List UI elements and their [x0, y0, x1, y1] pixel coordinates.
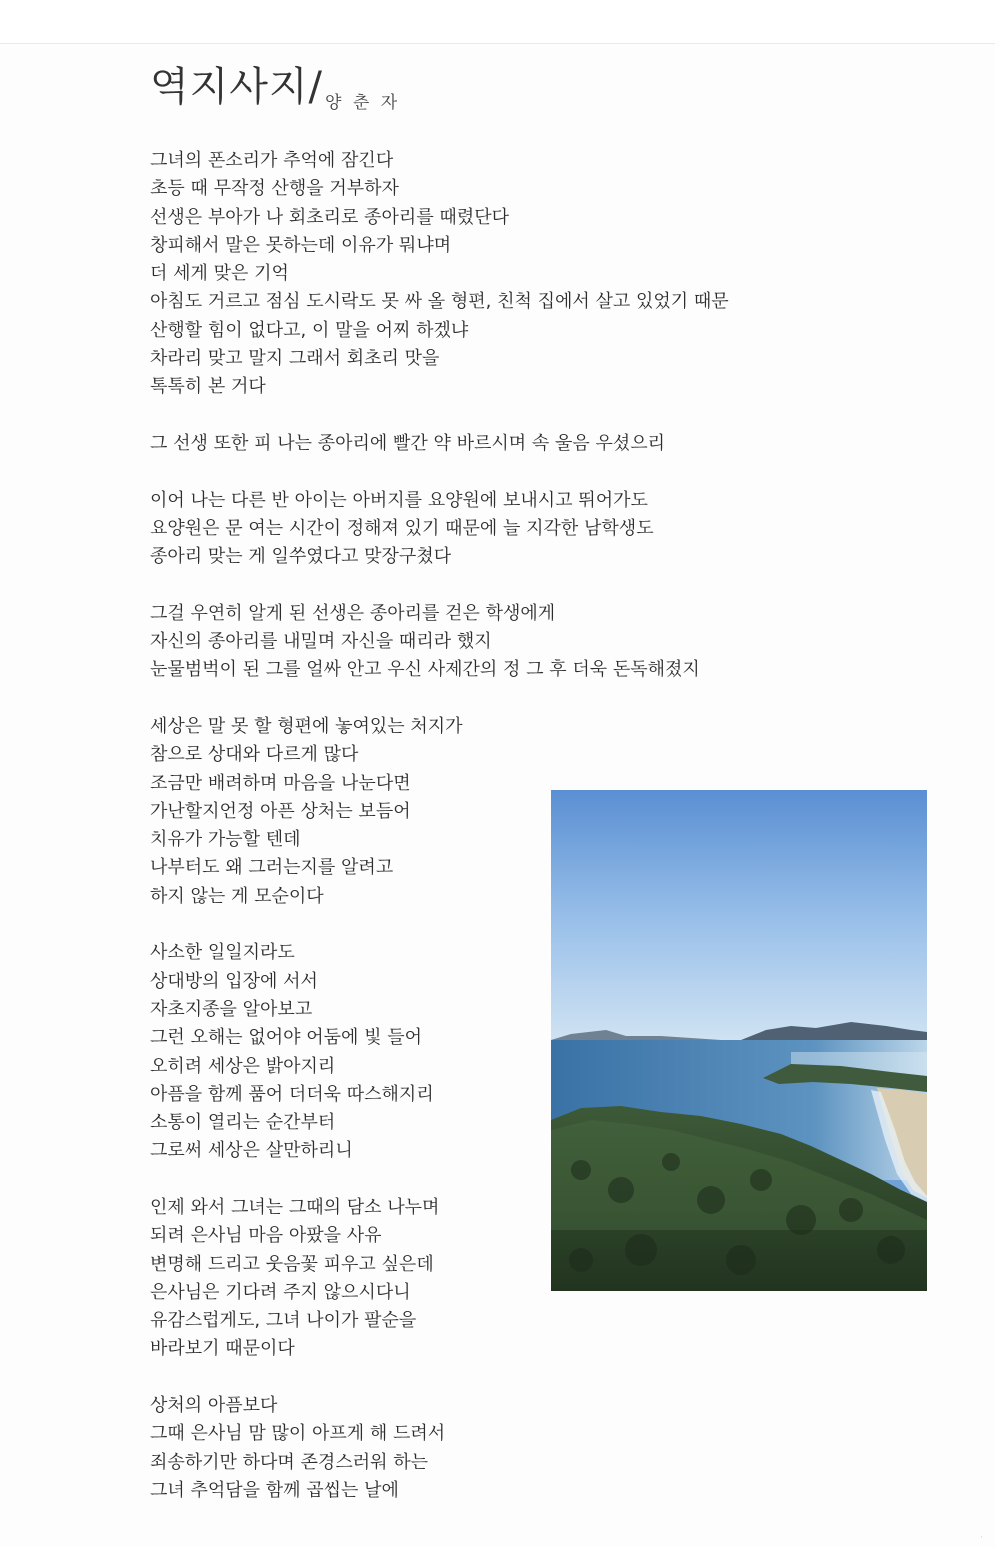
poem-line: 조금만 배려하며 마음을 나눈다면	[150, 772, 411, 794]
poem-line: 오히려 세상은 밝아지리	[150, 1055, 336, 1077]
poem-line: 아픔을 함께 품어 더더욱 따스해지리	[150, 1083, 434, 1105]
poem-line: 그녀 추억담을 함께 곱씹는 날에	[150, 1479, 399, 1501]
poem-line: 변명해 드리고 웃음꽃 피우고 싶은데	[150, 1253, 434, 1275]
poem-stanza	[150, 600, 790, 685]
poem-line: 선생은 부아가 나 회초리로 종아리를 때렸단다	[150, 206, 509, 228]
poem-line: 이어 나는 다른 반 아이는 아버지를 요양원에 보내시고 뛰어가도	[150, 489, 648, 511]
poem-line: 아침도 거르고 점심 도시락도 못 싸 올 형편, 친척 집에서 살고 있었기 때문	[150, 291, 729, 313]
poem-line: 요양원은 문 여는 시간이 정해져 있기 때문에 늘 지각한 남학생도	[150, 517, 654, 539]
poem-line: 소통이 열리는 순간부터	[150, 1112, 336, 1134]
poem-title	[150, 62, 400, 112]
title-text: 역지사지/	[150, 64, 324, 110]
poem-line: 창피해서 말은 못하는데 이유가 뭐냐며	[150, 234, 452, 256]
poem-line: 그로써 세상은 살만하리니	[150, 1140, 353, 1162]
poem-line: 가난할지언정 아픈 상처는 보듬어	[150, 800, 411, 822]
poem-line: 자초지종을 알아보고	[150, 998, 313, 1020]
poem-line: 은사님은 기다려 주지 않으시다니	[150, 1281, 411, 1303]
poem-stanza	[150, 1392, 790, 1505]
corner-mark: ·	[980, 1533, 983, 1543]
poem-line: 더 세게 맞은 기억	[150, 263, 289, 285]
poem-stanza	[150, 430, 790, 458]
poem-line: 눈물범벅이 된 그를 얼싸 안고 우신 사제간의 정 그 후 더욱 돈독해졌지	[150, 659, 700, 681]
top-bar	[0, 0, 995, 44]
poem-line: 바라보기 때문이다	[150, 1338, 295, 1360]
poem-line: 참으로 상대와 다르게 많다	[150, 744, 359, 766]
poem-stanza	[150, 147, 790, 402]
poem-line: 나부터도 왜 그러는지를 알려고	[150, 857, 394, 879]
poem-line: 인제 와서 그녀는 그때의 담소 나누며	[150, 1196, 440, 1218]
poem-line: 종아리 맞는 게 일쑤였다고 맞장구쳤다	[150, 546, 452, 568]
seascape-photo	[551, 790, 927, 1291]
poem-line: 초등 때 무작정 산행을 거부하자	[150, 178, 399, 200]
poem-line: 그녀의 폰소리가 추억에 잠긴다	[150, 150, 394, 171]
poem-stanza	[150, 487, 790, 572]
poem-line: 그걸 우연히 알게 된 선생은 종아리를 걷은 학생에게	[150, 602, 556, 624]
poem-line: 되려 은사님 마음 아팠을 사유	[150, 1225, 382, 1247]
poem-line: 차라리 맞고 말지 그래서 회초리 맛을	[150, 348, 440, 370]
author-name: 양 춘 자	[325, 93, 401, 113]
poem-line: 톡톡히 본 거다	[150, 376, 266, 398]
poem-line: 자신의 종아리를 내밀며 자신을 때리라 했지	[150, 631, 492, 653]
poem-line: 그런 오해는 없어야 어둠에 빛 들어	[150, 1027, 423, 1049]
poem-line: 세상은 말 못 할 형편에 놓여있는 처지가	[150, 715, 463, 737]
poem-line: 그때 은사님 맘 많이 아프게 해 드려서	[150, 1423, 446, 1445]
poem-line: 죄송하기만 하다며 존경스러워 하는	[150, 1451, 428, 1473]
poem-line: 사소한 일일지라도	[150, 942, 295, 964]
poem-line: 상처의 아픔보다	[150, 1395, 278, 1417]
poem-line: 상대방의 입장에 서서	[150, 970, 318, 992]
poem-line: 유감스럽게도, 그녀 나이가 팔순을	[150, 1310, 417, 1332]
poem-line: 치유가 가능할 텐데	[150, 829, 301, 851]
poem-line: 산행할 힘이 없다고, 이 말을 어찌 하겠냐	[150, 319, 469, 341]
poem-line: 그 선생 또한 피 나는 종아리에 빨간 약 바르시며 속 울음 우셨으리	[150, 432, 666, 454]
poem-line: 하지 않는 게 모순이다	[150, 885, 324, 907]
